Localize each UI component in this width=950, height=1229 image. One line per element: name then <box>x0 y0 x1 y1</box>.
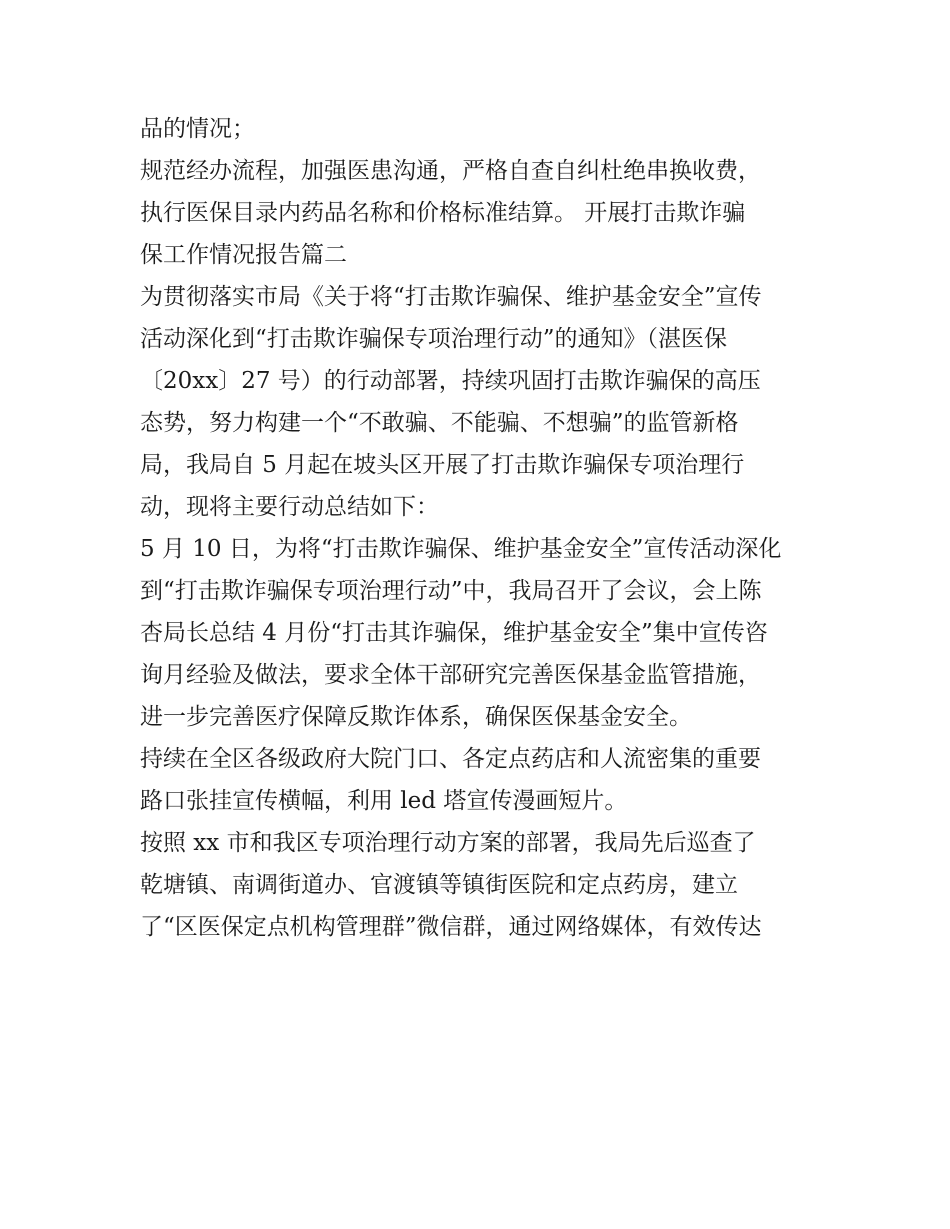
text-line: 乾塘镇、南调街道办、官渡镇等镇街医院和定点药房，建立 <box>140 872 738 898</box>
text-line: 询月经验及做法，要求全体干部研究完善医保基金监管措施， <box>140 662 761 688</box>
text-line: 到“打击欺诈骗保专项治理行动”中，我局召开了会议，会上陈 <box>140 578 762 604</box>
text-line: 执行医保目录内药品名称和价格标准结算。 开展打击欺诈骗 <box>140 200 746 226</box>
text-line: 持续在全区各级政府大院门口、各定点药店和人流密集的重要 <box>140 746 761 772</box>
text-line: 保工作情况报告篇二 <box>140 242 347 268</box>
text-line: 进一步完善医疗保障反欺诈体系，确保医保基金安全。 <box>140 704 692 730</box>
document-body <box>140 108 820 948</box>
text-line: 杏局长总结 4 月份“打击其诈骗保，维护基金安全”集中宣传咨 <box>140 620 768 646</box>
text-line: 规范经办流程，加强医患沟通，严格自查自纠杜绝串换收费， <box>140 158 761 184</box>
text-line: 〔20xx〕27 号）的行动部署，持续巩固打击欺诈骗保的高压 <box>140 368 761 394</box>
text-line: 路口张挂宣传横幅，利用 led 塔宣传漫画短片。 <box>140 788 628 814</box>
text-line: 动，现将主要行动总结如下： <box>140 494 439 520</box>
text-line: 了“区医保定点机构管理群”微信群，通过网络媒体，有效传达 <box>140 914 762 940</box>
text-line: 5 月 10 日，为将“打击欺诈骗保、维护基金安全”宣传活动深化 <box>140 536 782 562</box>
text-line: 品的情况； <box>140 116 255 142</box>
text-line: 态势，努力构建一个“不敢骗、不能骗、不想骗”的监管新格 <box>140 410 739 436</box>
text-line: 按照 xx 市和我区专项治理行动方案的部署，我局先后巡查了 <box>140 830 756 856</box>
text-line: 为贯彻落实市局《关于将“打击欺诈骗保、维护基金安全”宣传 <box>140 284 762 310</box>
text-line: 活动深化到“打击欺诈骗保专项治理行动”的通知》（湛医保 <box>140 326 728 352</box>
text-line: 局，我局自 5 月起在坡头区开展了打击欺诈骗保专项治理行 <box>140 452 745 478</box>
